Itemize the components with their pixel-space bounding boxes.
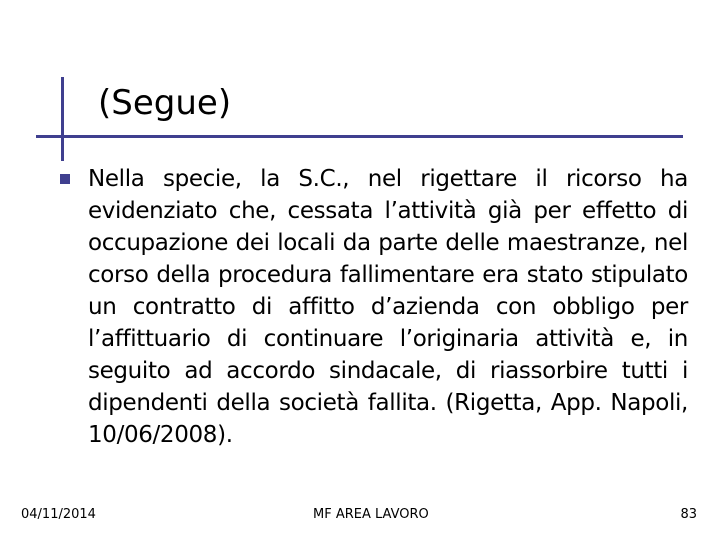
title-vertical-rule: [61, 77, 64, 161]
square-bullet-icon: [60, 174, 70, 184]
bullet-text: Nella specie, la S.C., nel rigettare il ricorso ha evidenziato che, cessata l’attività già per effetto di occupazione dei locali da parte delle maestranze, nel corso della procedura fallimentare era stato stipulato un contratto di affitto d’azienda con obbligo per l’affittuario di continuare l’originaria attività e, in seguito ad accordo sindacale, di riassorbire tutti i dipendenti della società fallita. (Rigetta, App. Napoli, 10/06/2008).: [88, 166, 688, 448]
page-number: 83: [680, 507, 697, 522]
footer-center-text: MF AREA LAVORO: [313, 507, 429, 522]
slide-title: (Segue): [98, 83, 232, 123]
footer-date: 04/11/2014: [21, 507, 96, 522]
title-horizontal-rule: [36, 135, 683, 138]
